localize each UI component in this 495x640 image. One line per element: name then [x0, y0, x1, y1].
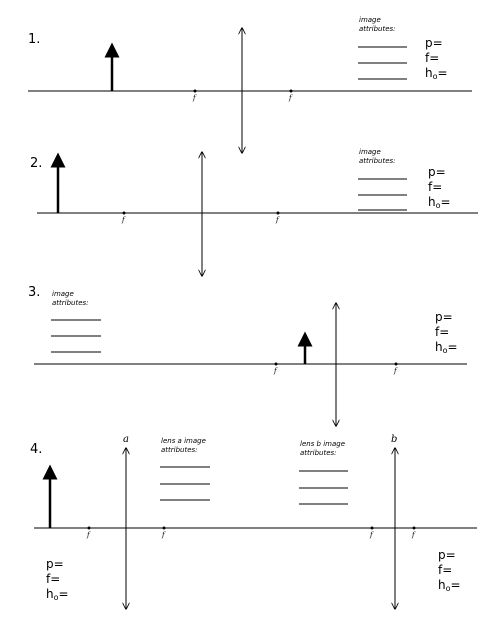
lens-a-image-attributes-label: lens a image attributes:: [161, 437, 206, 454]
p4-focal-point: [413, 527, 416, 530]
p4-right-p-field: p=: [438, 548, 456, 562]
p4-left-p-field: p=: [46, 557, 64, 571]
problem-4-number: 4.: [30, 442, 43, 457]
lens-a-label: a: [123, 434, 129, 445]
p1-image-attributes-label: image attributes:: [359, 16, 396, 33]
p3-focal-point: [275, 363, 278, 366]
p1-f-label: f: [193, 94, 196, 102]
p3-image-attributes-label: image attributes:: [52, 290, 89, 307]
p4-f-label: f: [370, 531, 373, 539]
p4-focal-point: [163, 527, 166, 530]
p1-focal-point: [290, 90, 293, 93]
lens-b-image-attributes-label: lens b image attributes:: [300, 440, 346, 457]
p2-focal-point: [123, 212, 126, 215]
p4-right-ho-field: $h_o=$: [438, 578, 461, 593]
p3-ho-field: $h_o=$: [435, 340, 458, 355]
p2-focal-point: [277, 212, 280, 215]
p1-p-field: p=: [425, 36, 443, 50]
p2-f-label: f: [276, 216, 279, 224]
p2-image-attributes-label: image attributes:: [359, 148, 396, 165]
problem-1-number: 1.: [28, 32, 41, 47]
problem-2-number: 2.: [30, 156, 43, 171]
p4-f-label: f: [87, 531, 90, 539]
p2-f-field: f=: [428, 180, 443, 194]
p4-focal-point: [371, 527, 374, 530]
p3-f-field: f=: [435, 325, 450, 339]
p3-f-label: f: [274, 367, 277, 375]
p3-f-label: f: [394, 367, 397, 375]
p4-right-f-field: f=: [438, 563, 453, 577]
p4-left-ho-field: $h_o=$: [46, 587, 69, 602]
p2-f-label: f: [122, 216, 125, 224]
p3-focal-point: [395, 363, 398, 366]
p1-f-field: f=: [425, 51, 440, 65]
p2-p-field: p=: [428, 165, 446, 179]
problem-3-number: 3.: [28, 285, 41, 300]
p1-ho-field: $h_o=$: [425, 66, 448, 81]
p4-focal-point: [88, 527, 91, 530]
p2-ho-field: $h_o=$: [428, 195, 451, 210]
p4-f-label: f: [162, 531, 165, 539]
p1-focal-point: [194, 90, 197, 93]
lens-b-label: b: [391, 434, 398, 445]
p4-left-f-field: f=: [46, 572, 61, 586]
p4-f-label: f: [412, 531, 415, 539]
p3-p-field: p=: [435, 310, 453, 324]
p1-f-label: f: [289, 94, 292, 102]
